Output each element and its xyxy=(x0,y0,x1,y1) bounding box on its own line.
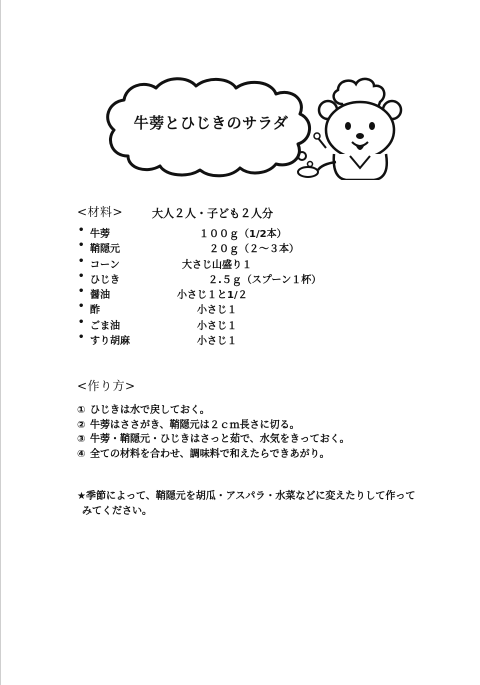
step-text: ひじきは水で戻しておく。 xyxy=(90,405,210,416)
ingredient-name: 鞘隠元 xyxy=(90,244,120,256)
bullet-icon: • xyxy=(78,255,85,267)
ingredient-name: 牛蒡 xyxy=(90,229,110,240)
bullet-icon: • xyxy=(78,270,85,282)
ingredient-amount: ２.５ｇ（スプーン１杯） xyxy=(208,274,322,286)
ingredient-amount: １００ｇ（1/2本） xyxy=(199,229,287,240)
ingredient-name: ひじき xyxy=(90,274,120,286)
servings-text: 大人２人・子ども２人分 xyxy=(152,207,273,220)
ingredient-amount: 小さじ１ xyxy=(197,336,237,348)
step-text: 牛蒡・鞘隠元・ひじきはさっと茹で、水気をきっておく。 xyxy=(90,434,350,445)
ingredient-name: 醤油 xyxy=(90,290,110,302)
bullet-icon: • xyxy=(78,240,85,252)
ingredients-header: <材料> xyxy=(77,205,124,219)
step-number: ① xyxy=(77,405,86,416)
step-number: ③ xyxy=(77,434,86,445)
step-number: ② xyxy=(77,419,86,431)
step-list xyxy=(77,401,350,459)
step-item xyxy=(77,445,350,460)
seasonal-note xyxy=(77,489,437,519)
title-bubble-dot xyxy=(308,162,313,167)
step-item xyxy=(77,401,350,416)
step-item xyxy=(77,430,350,445)
note-line: ★季節によって、鞘隠元を胡瓜・アスパラ・水菜などに変えたりして作って xyxy=(77,491,416,502)
ingredient-amount: 小さじ１ xyxy=(197,305,237,317)
method-header: <作り方> xyxy=(77,379,136,393)
recipe-title: 牛蒡とひじきのサラダ xyxy=(133,114,289,132)
ingredient-name: コーン xyxy=(90,259,120,271)
bullet-icon: • xyxy=(78,301,85,313)
note-line: みてください。 xyxy=(82,506,152,517)
ingredient-amount: 大さじ山盛り１ xyxy=(182,259,252,271)
ingredient-name: すり胡麻 xyxy=(90,336,130,348)
ingredient-name: 酢 xyxy=(90,305,100,317)
bullet-icon: • xyxy=(78,225,85,236)
ingredient-name: ごま油 xyxy=(90,320,120,332)
step-number: ④ xyxy=(77,448,86,460)
step-text: 牛蒡はささがき、鞘隠元は２ｃｍ長さに切る。 xyxy=(90,419,300,431)
bullet-icon: • xyxy=(78,316,85,328)
bullet-icon: • xyxy=(78,286,85,298)
ingredient-amount: 小さじ１と1/２ xyxy=(177,290,248,302)
chef-bear-icon xyxy=(298,79,401,180)
step-item xyxy=(77,416,350,431)
step-text: 全ての材料を合わせ、調味料で和えたらできあがり。 xyxy=(90,448,330,460)
ingredient-amount: ２０ｇ（２〜３本） xyxy=(209,244,299,256)
ingredient-amount: 小さじ１ xyxy=(197,320,237,332)
bullet-icon: • xyxy=(78,332,85,344)
